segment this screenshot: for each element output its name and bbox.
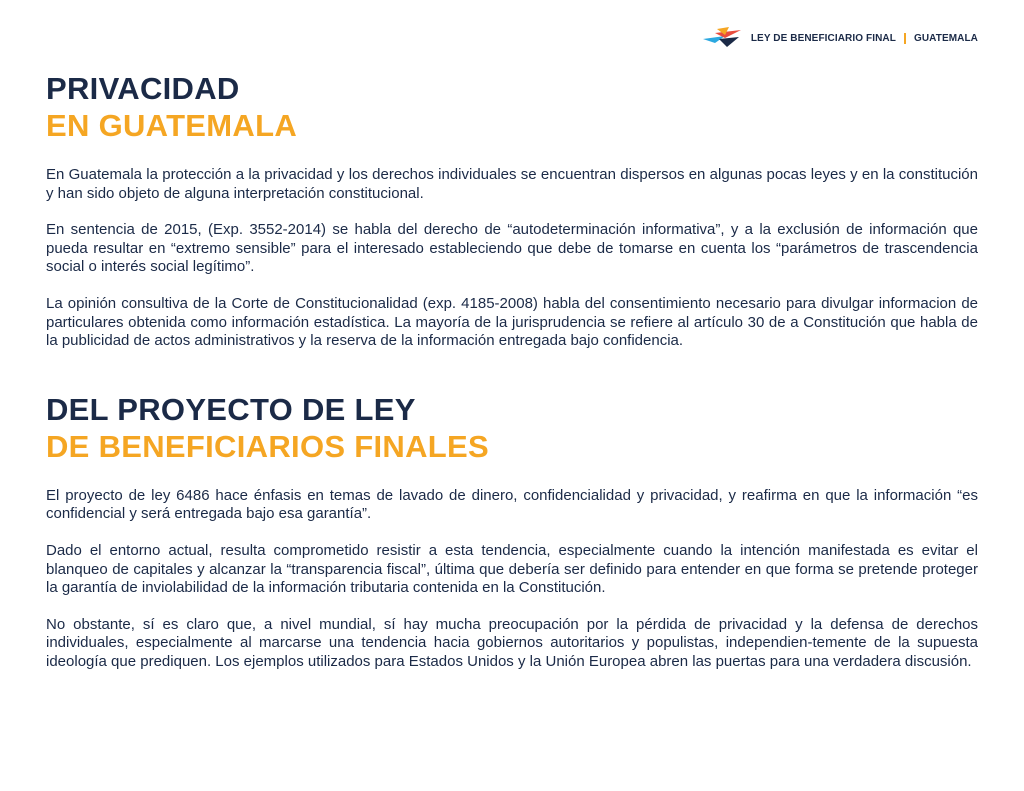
section-title-line1: DEL PROYECTO DE LEY (46, 391, 416, 427)
section-privacidad (46, 70, 978, 351)
section-title-line2: EN GUATEMALA (46, 108, 298, 143)
section-proyecto-de-ley (46, 391, 978, 672)
paragraph: Dado el entorno actual, resulta comprometido resistir a esta tendencia, especialmente cuando la intención manifestada es evitar el blanqueo de capitales y alcanzar la “transparencia fiscal”, última que debería ser definido para entender en que forma se pretende proteger la garantía de inviolabilidad de la información tributaria contenida en la Constitución. (46, 541, 978, 597)
section-title-line2: DE BENEFICIARIOS FINALES (46, 428, 489, 464)
paragraph: La opinión consultiva de la Corte de Constitucionalidad (exp. 4185-2008) habla del consentimiento necesario para divulgar informacion de particulares obtenida como información estadística. La mayoría de la jurisprudencia se refiere al artículo 30 de a Constitución que habla de la publicidad de actos administrativos y la reserva de la información entregada bajo confidencia. (46, 294, 978, 350)
paragraph: En Guatemala la protección a la privacidad y los derechos individuales se encuentran dispersos en algunas pocas leyes y en la constitución y han sido objeto de alguna interpretación constitucional. (46, 166, 978, 202)
section-title (46, 391, 978, 465)
section-title (46, 70, 978, 144)
section-title-line1: PRIVACIDAD (46, 71, 240, 106)
header-country: GUATEMALA (913, 32, 978, 44)
paragraph: En sentencia de 2015, (Exp. 3552-2014) se habla del derecho de “autodeterminación informativa”, y a la exclusión de información que pueda resultar en “extremo sensible” para el interesado estableciendo que debe de tomarse en cuenta los “parámetros de trascendencia social o interés social legítimo”. (46, 221, 978, 276)
paragraph: El proyecto de ley 6486 hace énfasis en temas de lavado de dinero, confidencialidad y privacidad, y reafirma en que la información “es confidencial y será entregada bajo esa garantía”. (46, 486, 978, 523)
bird-logo-icon (703, 27, 743, 49)
header-title: LEY DE BENEFICIARIO FINAL (750, 32, 896, 44)
document-body (46, 70, 978, 690)
header-divider (904, 33, 906, 44)
paragraph: No obstante, sí es claro que, a nivel mundial, sí hay mucha preocupación por la pérdida de privacidad y la defensa de derechos individuales, especialmente al marcarse una tendencia hacia gobiernos autoritarios y populistas, independien-temente de la supuesta ideología que prediquen. Los ejemplos utilizados para Estados Unidos y la Unión Europea abren las puertas para una verdadera discusión. (46, 615, 978, 670)
page-header (703, 26, 978, 50)
